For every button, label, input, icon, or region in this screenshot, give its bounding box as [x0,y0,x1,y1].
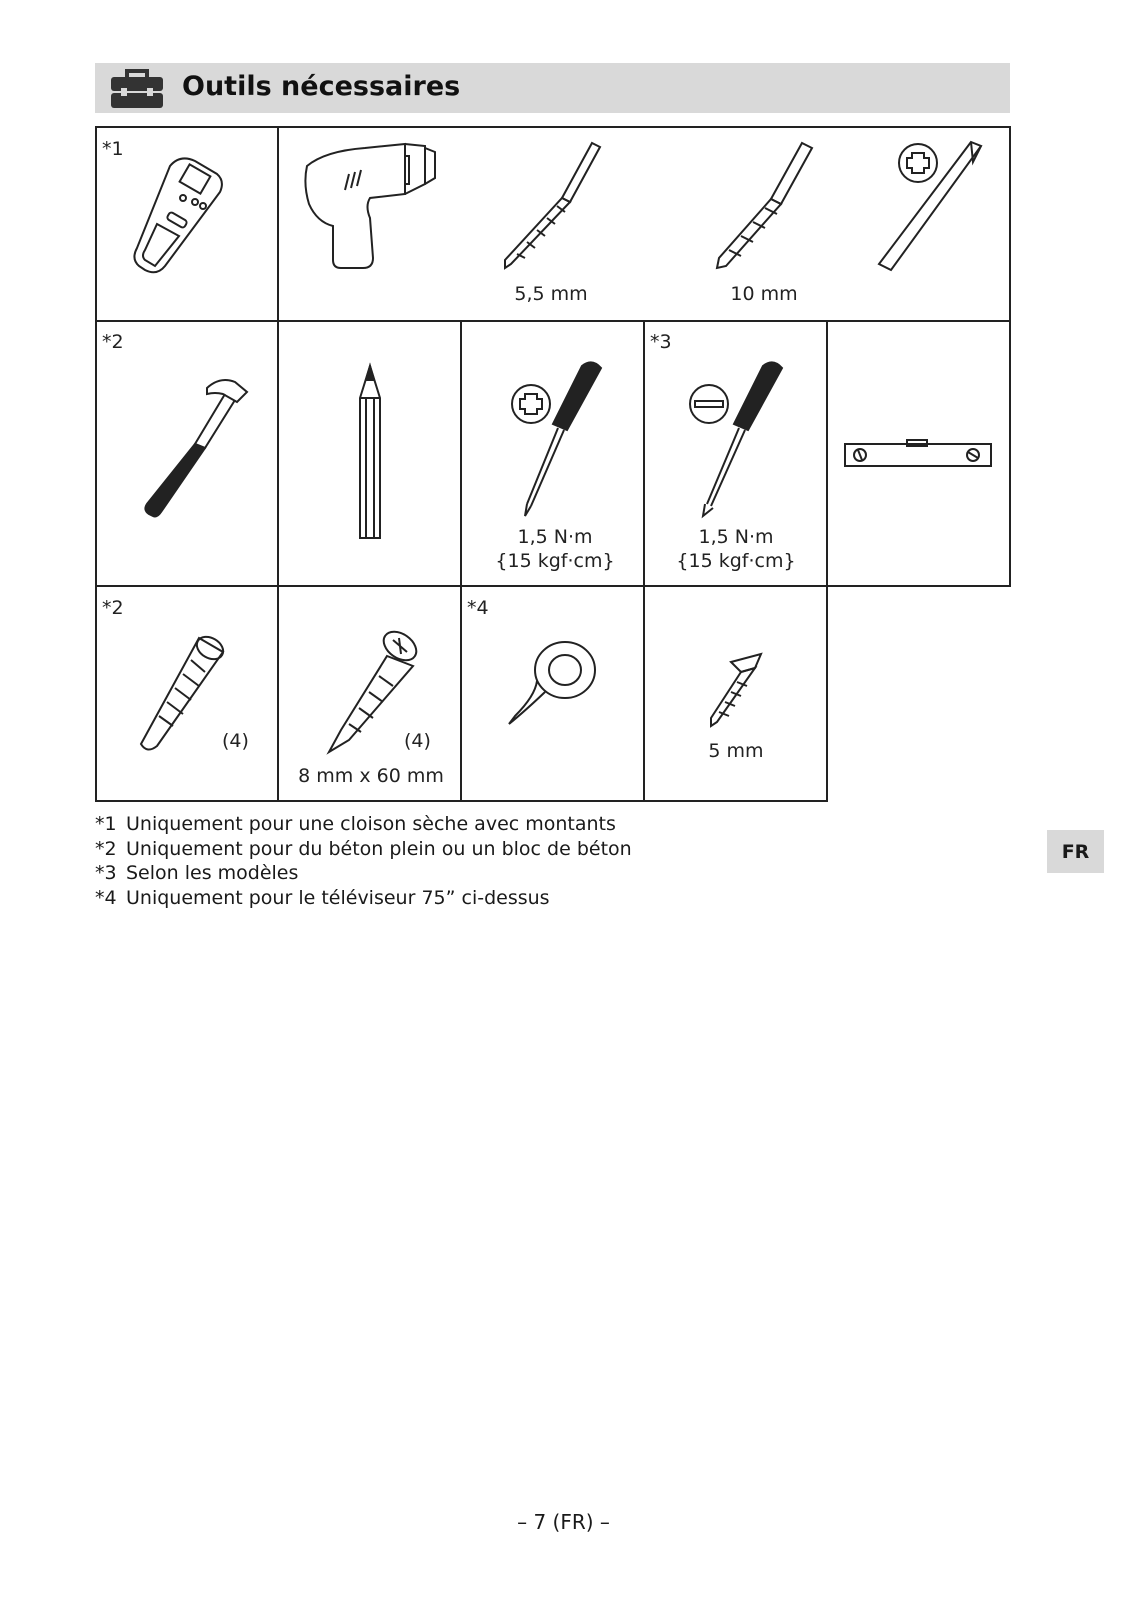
hammer-icon [145,380,247,517]
anchors-count: (4) [222,730,249,752]
footnote-row [95,837,632,862]
small-screw-size: 5 mm [708,740,764,762]
footnote-row [95,861,632,886]
grid-lines [95,126,1011,802]
language-tab: FR [1047,830,1104,873]
footnote-text: Uniquement pour une cloison sèche avec montants [126,813,616,835]
phillips-bit-icon [879,142,981,270]
level-icon [845,440,991,466]
footnote-mark-stud-finder: *1 [102,138,124,160]
footnote-row [95,886,632,911]
phillips-torque: 1,5 N·m [517,526,593,548]
footnotes [95,812,632,910]
small-screw-icon [711,654,761,726]
footnote-mark-tape: *4 [467,597,489,619]
footnote-mark-hammer: *2 [102,331,124,353]
footnote-row [95,812,632,837]
footnote-text: Uniquement pour du béton plein ou un bloc de béton [126,837,632,860]
footnote-mark: *2 [95,837,117,860]
toolbox-icon [109,68,165,110]
flat-screwdriver-icon [690,362,782,516]
wall-anchor-icon [141,632,227,749]
footnote-mark: *3 [95,862,117,884]
phillips-torque-alt: {15 kgf·cm} [495,550,615,572]
flat-torque: 1,5 N·m [698,526,774,548]
flat-torque-alt: {15 kgf·cm} [676,550,796,572]
screws-size: 8 mm x 60 mm [298,765,444,787]
pencil-icon [360,366,380,538]
footnote-mark-flat-screwdriver: *3 [650,331,672,353]
page-number: – 7 (FR) – [517,1510,610,1534]
footnote-mark: *1 [95,813,117,835]
screws-count: (4) [404,730,431,752]
footnote-text: Uniquement pour le téléviseur 75” ci-dessus [126,886,550,909]
drill-bit-large-icon [717,143,812,268]
tools-grid [95,126,1011,802]
drill-icon [305,144,435,268]
drill-bit-small-icon [505,143,600,268]
drill-bit-large-size: 10 mm [730,283,798,305]
footnote-mark: *4 [95,886,117,909]
drill-bit-small-size: 5,5 mm [514,283,588,305]
section-header [95,63,1010,113]
phillips-screwdriver-icon [512,362,601,516]
section-title: Outils nécessaires [182,71,461,102]
tape-icon [509,642,595,724]
footnote-text: Selon les modèles [126,862,299,884]
footnote-mark-anchors: *2 [102,597,124,619]
stud-finder-icon [134,158,221,272]
